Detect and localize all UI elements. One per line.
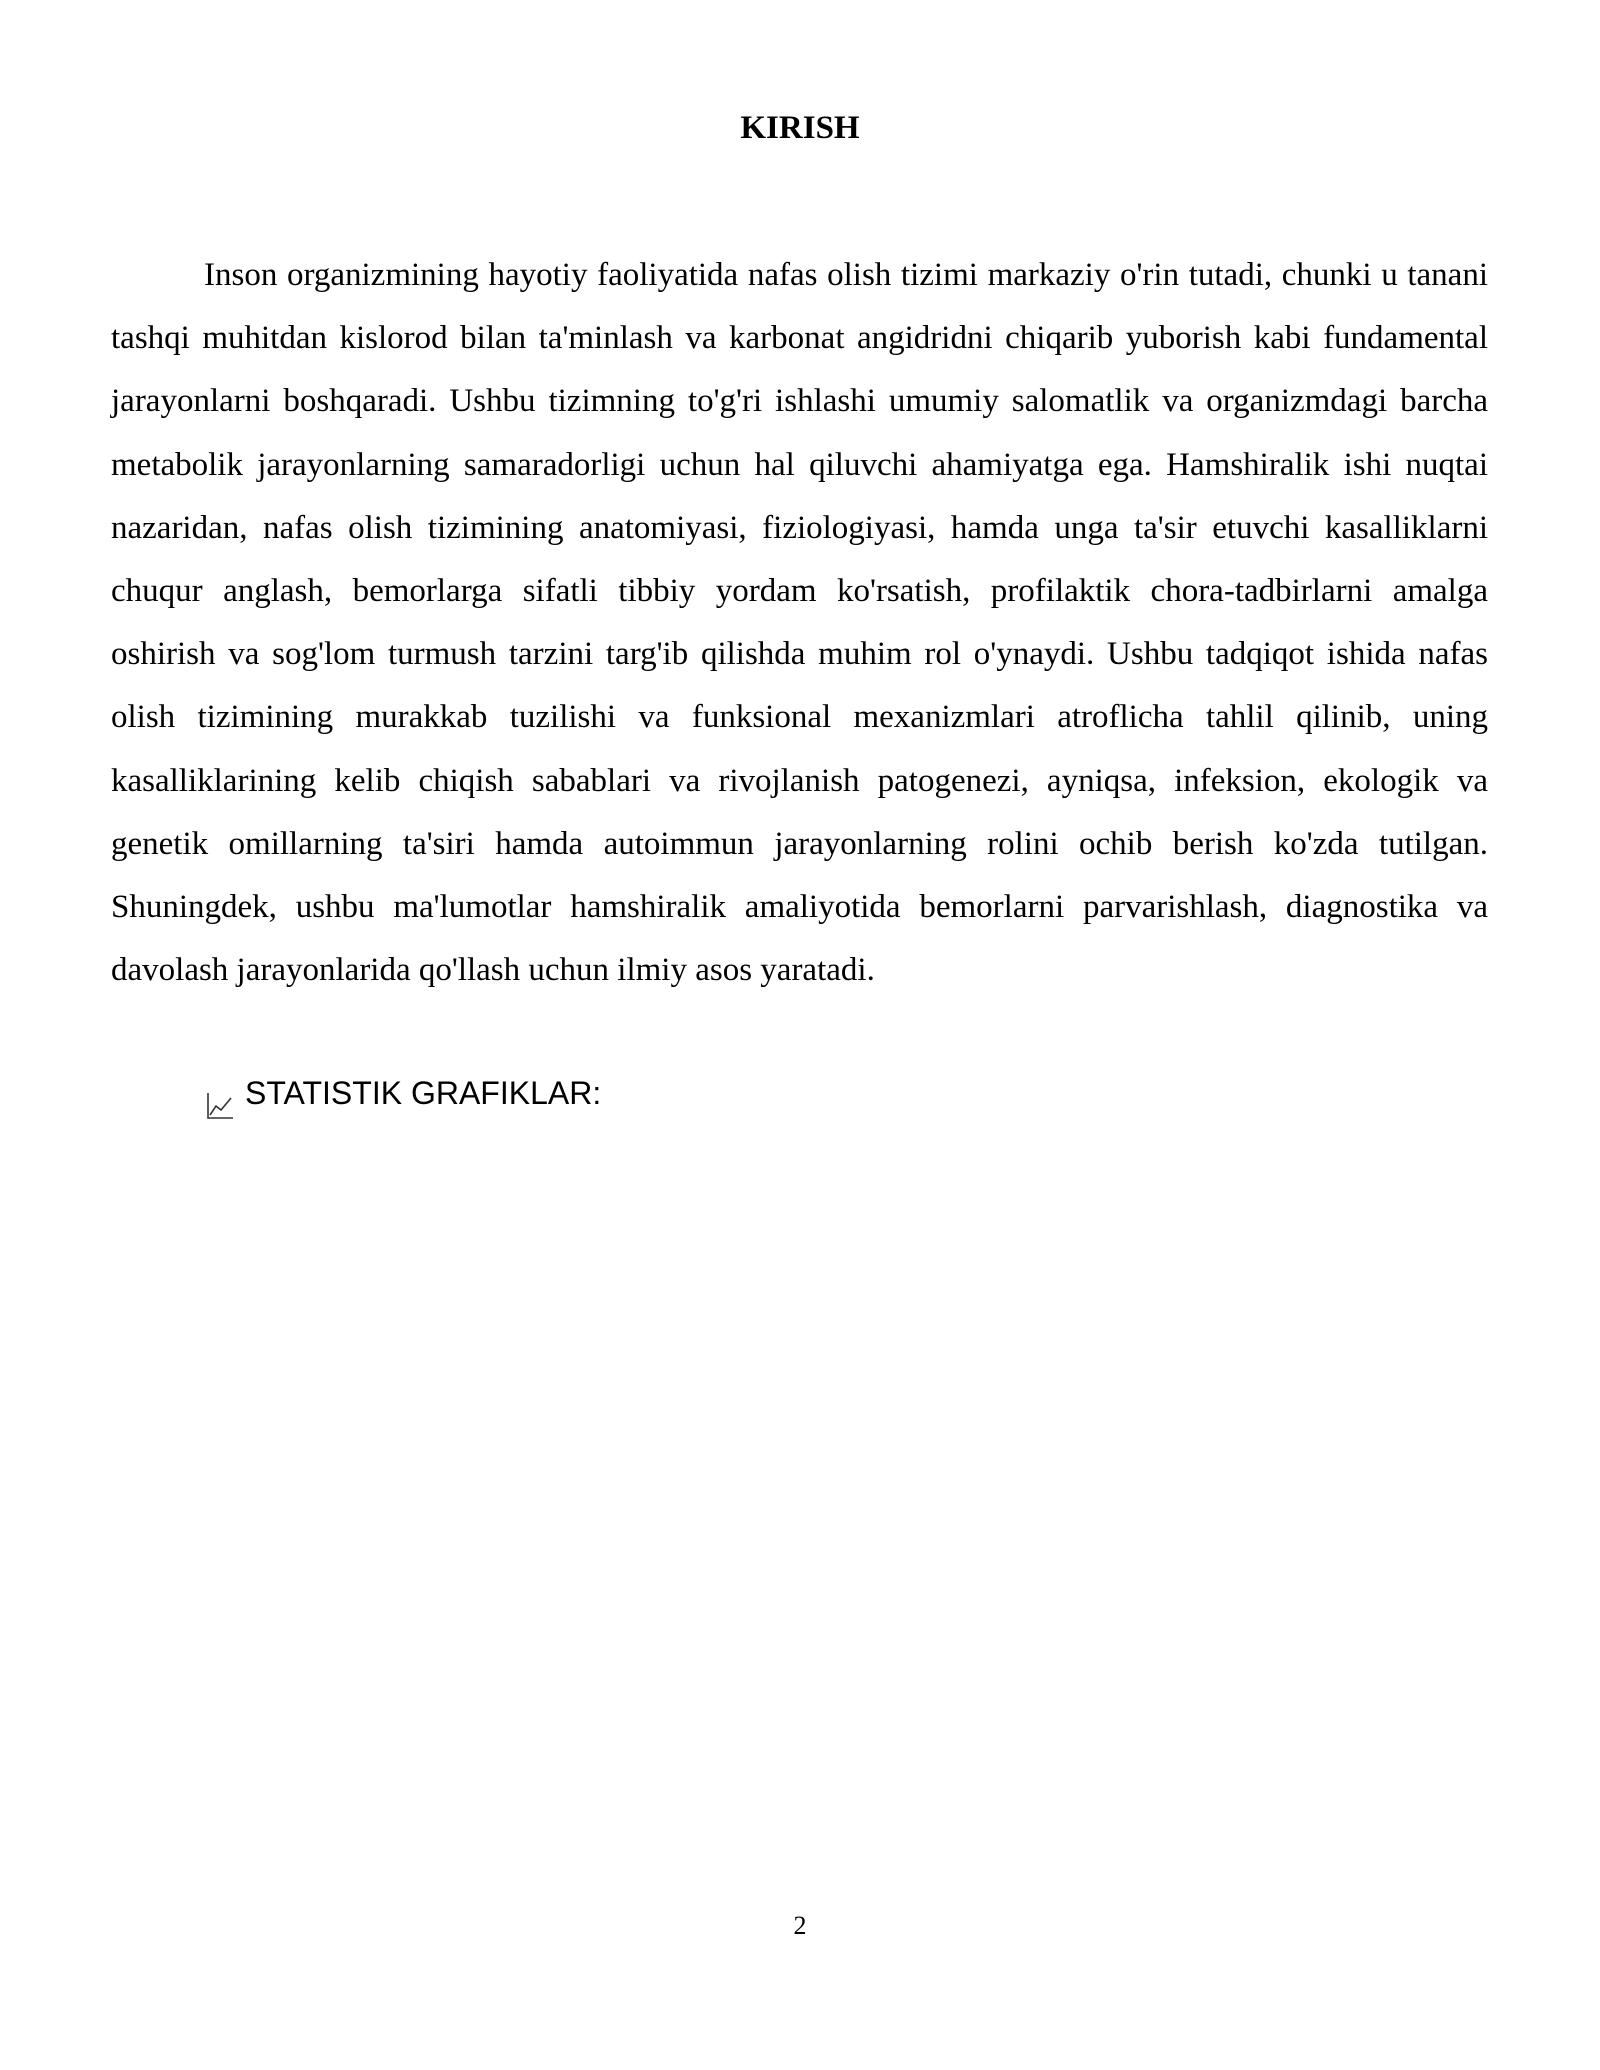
- page-number: 2: [793, 1911, 807, 1940]
- chart-increasing-icon: [205, 1079, 235, 1109]
- page-title: KIRISH: [740, 110, 860, 146]
- section-heading: [205, 1062, 601, 1125]
- intro-paragraph: Inson organizmining hayotiy faoliyatida nafas olish tizimi markaziy o'rin tutadi, chunki u tanani tashqi muhitdan kislorod bilan ta'minlash va karbonat angidridni chiqarib yuborish kabi fundamental jarayonlarni boshqaradi. Ushbu tizimning to'g'ri ishlashi umumiy salomatlik va organizmdagi barcha metabolik jarayonlarning samaradorligi uchun hal qiluvchi ahamiyatga ega. Hamshiralik ishi nuqtai nazaridan, nafas olish tizimining anatomiyasi, fiziologiyasi, hamda unga ta'sir etuvchi kasalliklarni chuqur anglash, bemorlarga sifatli tibbiy yordam ko'rsatish, profilaktik chora-tadbirlarni amalga oshirish va sog'lom turmush tarzini targ'ib qilishda muhim rol o'ynaydi. Ushbu tadqiqot ishida nafas olish tizimining murakkab tuzilishi va funksional mexanizmlari atroflicha tahlil qilinib, uning kasalliklarining kelib chiqish sabablari va rivojlanish patogenezi, ayniqsa, infeksion, ekologik va genetik omillarning ta'siri hamda autoimmun jarayonlarning rolini ochib berish ko'zda tutilgan. Shuningdek, ushbu ma'lumotlar hamshiralik amaliyotida bemorlarni parvarishlash, diagnostika va davolash jarayonlarida qo'llash uchun ilmiy asos yaratadi.: [111, 257, 1488, 989]
- section-heading-label: STATISTIK GRAFIKLAR:: [245, 1075, 602, 1111]
